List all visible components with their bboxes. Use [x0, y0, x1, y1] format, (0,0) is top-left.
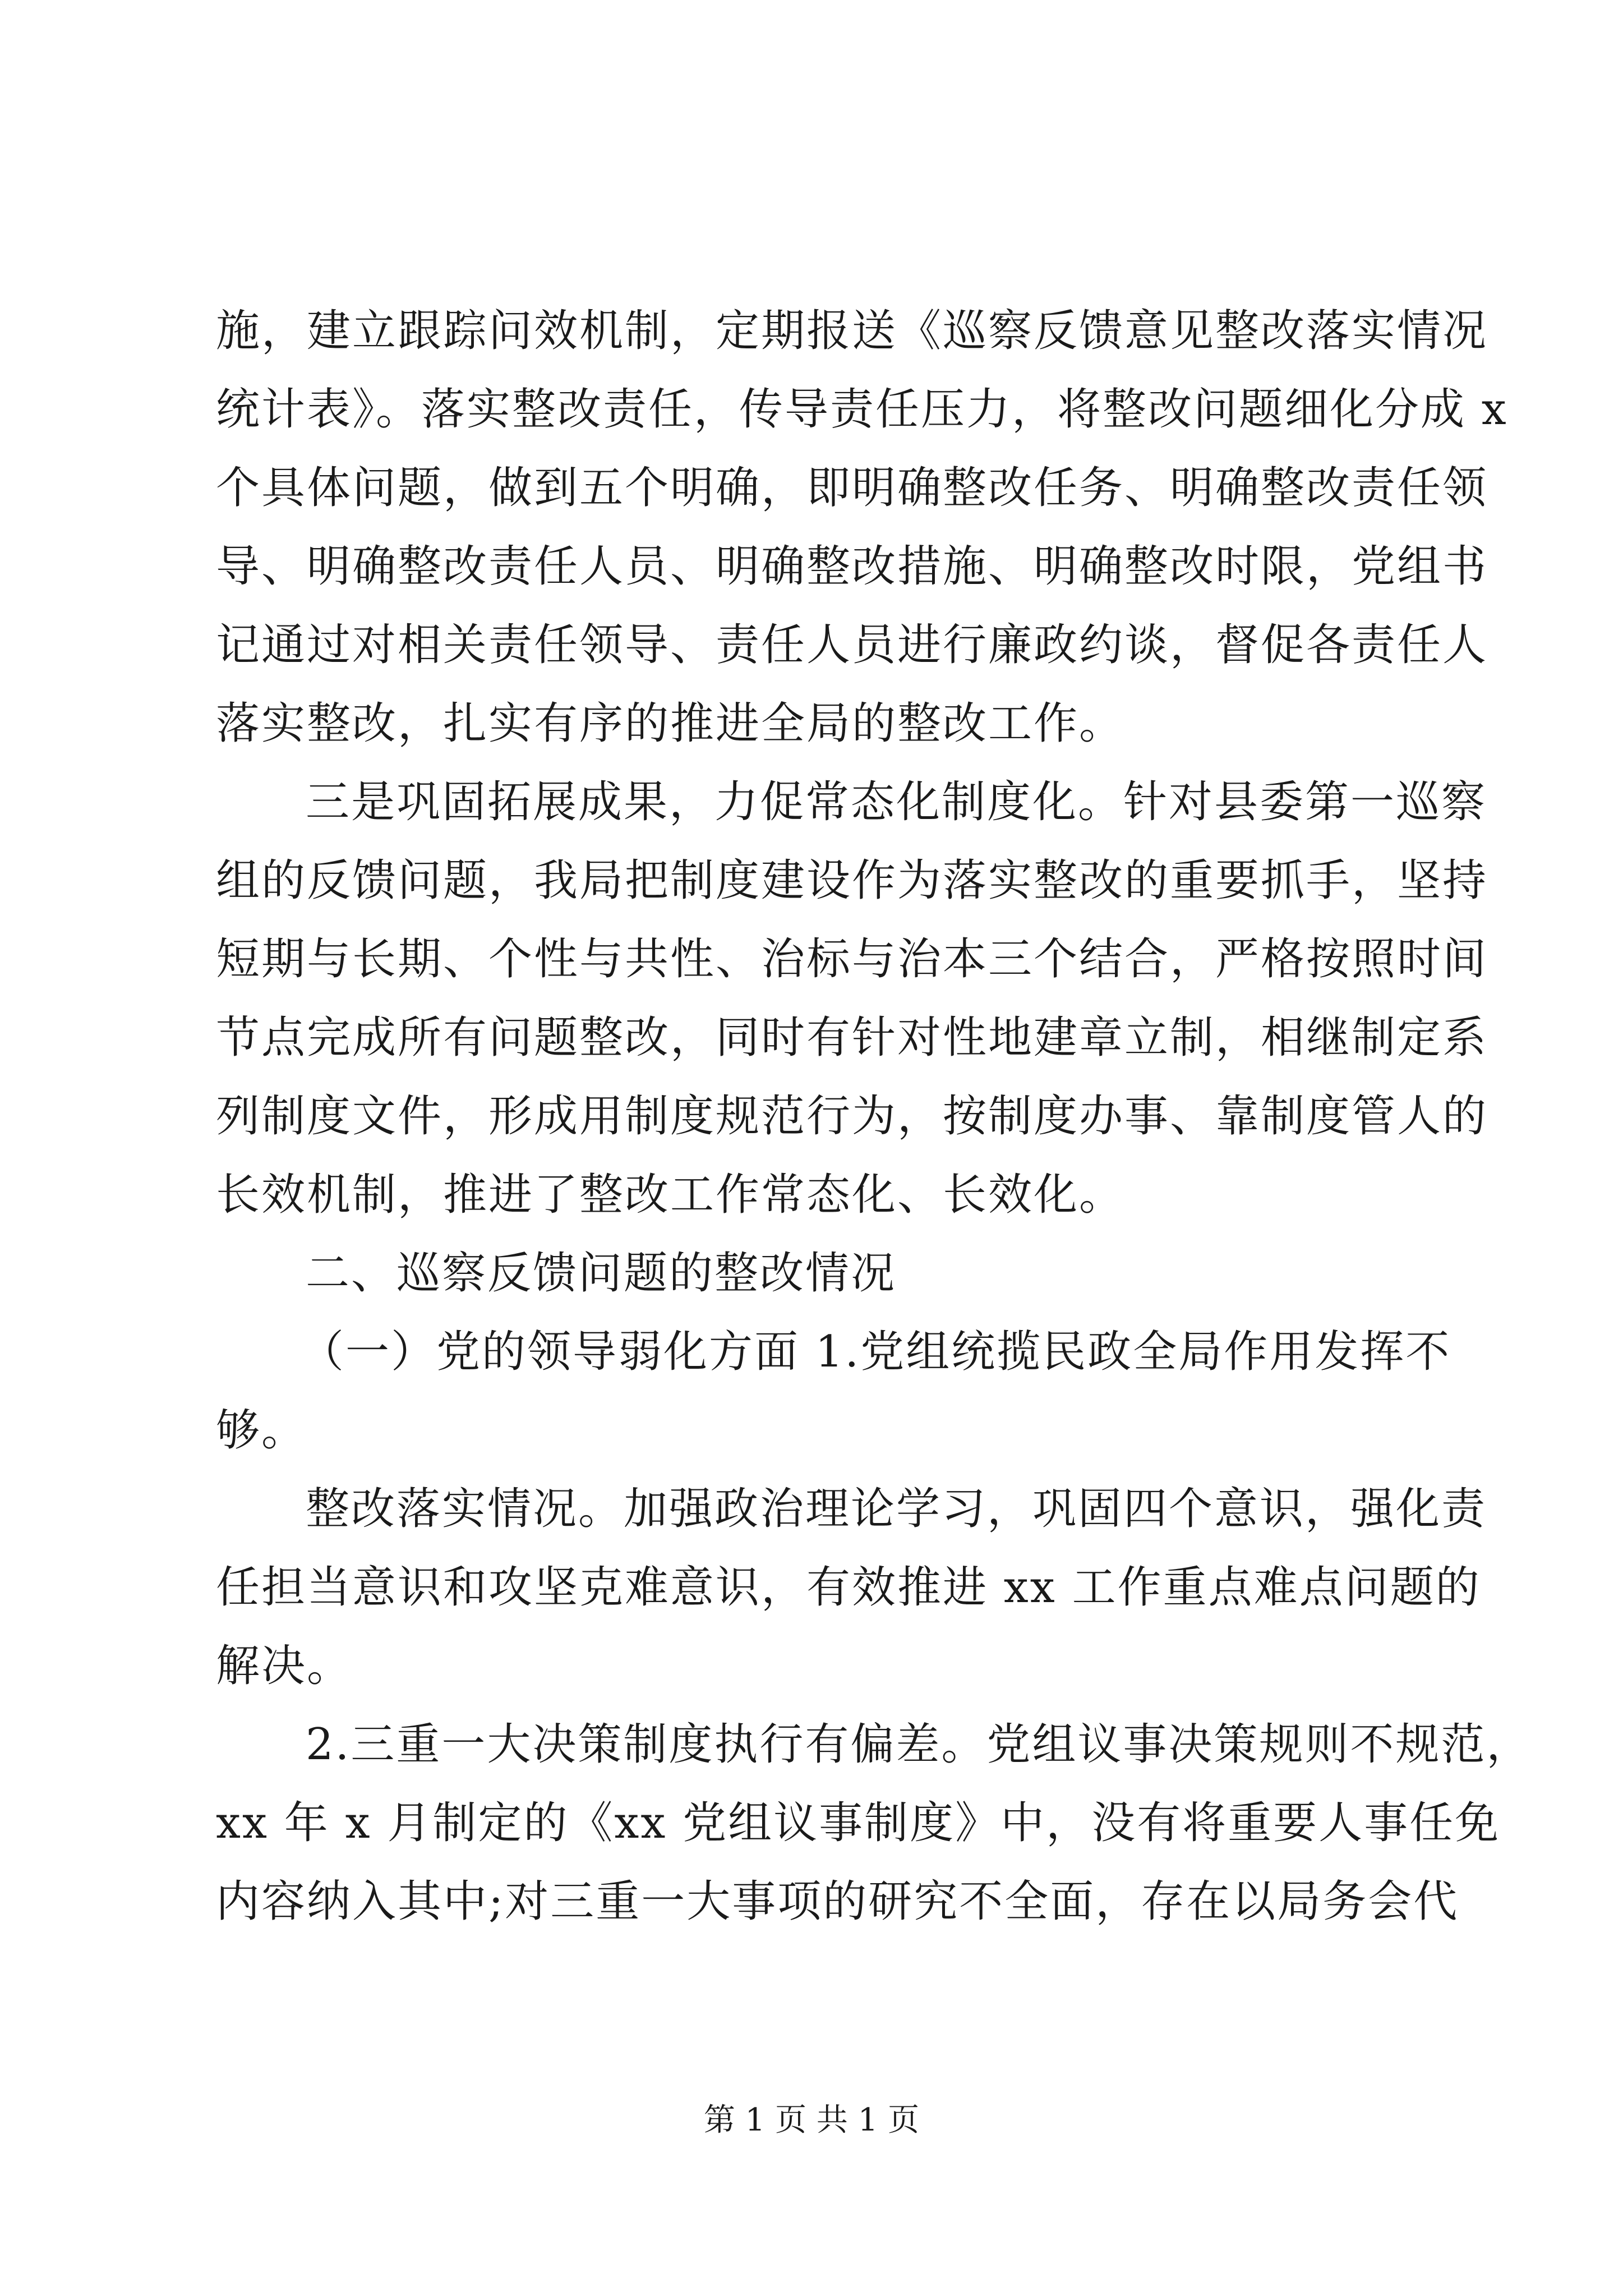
text-line: 导、明确整改责任人员、明确整改措施、明确整改时限，党组书 [216, 541, 1488, 592]
document-body [216, 292, 1532, 1941]
text-line: 长效机制，推进了整改工作常态化、长效化。 [216, 1170, 1125, 1220]
paragraph-start-line: 三是巩固拓展成果，力促常态化制度化。针对县委第一巡察 [306, 777, 1487, 827]
text-line: 落实整改，扎实有序的推进全局的整改工作。 [216, 698, 1125, 749]
text-line: 统计表》。落实整改责任，传导责任压力，将整改问题细化分成 x [216, 384, 1508, 435]
text-line: 短期与长期、个性与共性、治标与治本三个结合，严格按照时间 [216, 934, 1488, 984]
text-line: 够。 [216, 1405, 307, 1456]
text-line: 个具体问题，做到五个明确，即明确整改任务、明确整改责任领 [216, 463, 1488, 513]
subsection-heading: （一）党的领导弱化方面 1.党组统揽民政全局作用发挥不 [300, 1327, 1451, 1377]
text-line: 记通过对相关责任领导、责任人员进行廉政约谈，督促各责任人 [216, 620, 1488, 670]
page-footer [0, 2098, 1623, 2143]
section-heading: 二、巡察反馈问题的整改情况 [306, 1248, 897, 1299]
paragraph-start-line: 整改落实情况。加强政治理论学习，巩固四个意识，强化责 [306, 1484, 1487, 1534]
text-line: 内容纳入其中;对三重一大事项的研究不全面，存在以局务会代 [216, 1876, 1459, 1927]
text-line: 解决。 [216, 1641, 353, 1691]
text-line: 组的反馈问题，我局把制度建设作为落实整改的重要抓手，坚持 [216, 855, 1488, 906]
text-line: xx 年 x 月制定的《xx 党组议事制度》中，没有将重要人事任免 [216, 1798, 1501, 1848]
text-line: 任担当意识和攻坚克难意识，有效推进 xx 工作重点难点问题的 [216, 1562, 1481, 1613]
text-line: 施，建立跟踪问效机制，定期报送《巡察反馈意见整改落实情况 [216, 306, 1488, 356]
paragraph-start-line: 2.三重一大决策制度执行有偏差。党组议事决策规则不规范， [306, 1719, 1532, 1770]
text-line: 节点完成所有问题整改，同时有针对性地建章立制，相继制定系 [216, 1013, 1488, 1063]
text-line: 列制度文件，形成用制度规范行为，按制度办事、靠制度管人的 [216, 1091, 1488, 1142]
page-number-label: 第 1 页 共 1 页 [703, 2102, 920, 2138]
